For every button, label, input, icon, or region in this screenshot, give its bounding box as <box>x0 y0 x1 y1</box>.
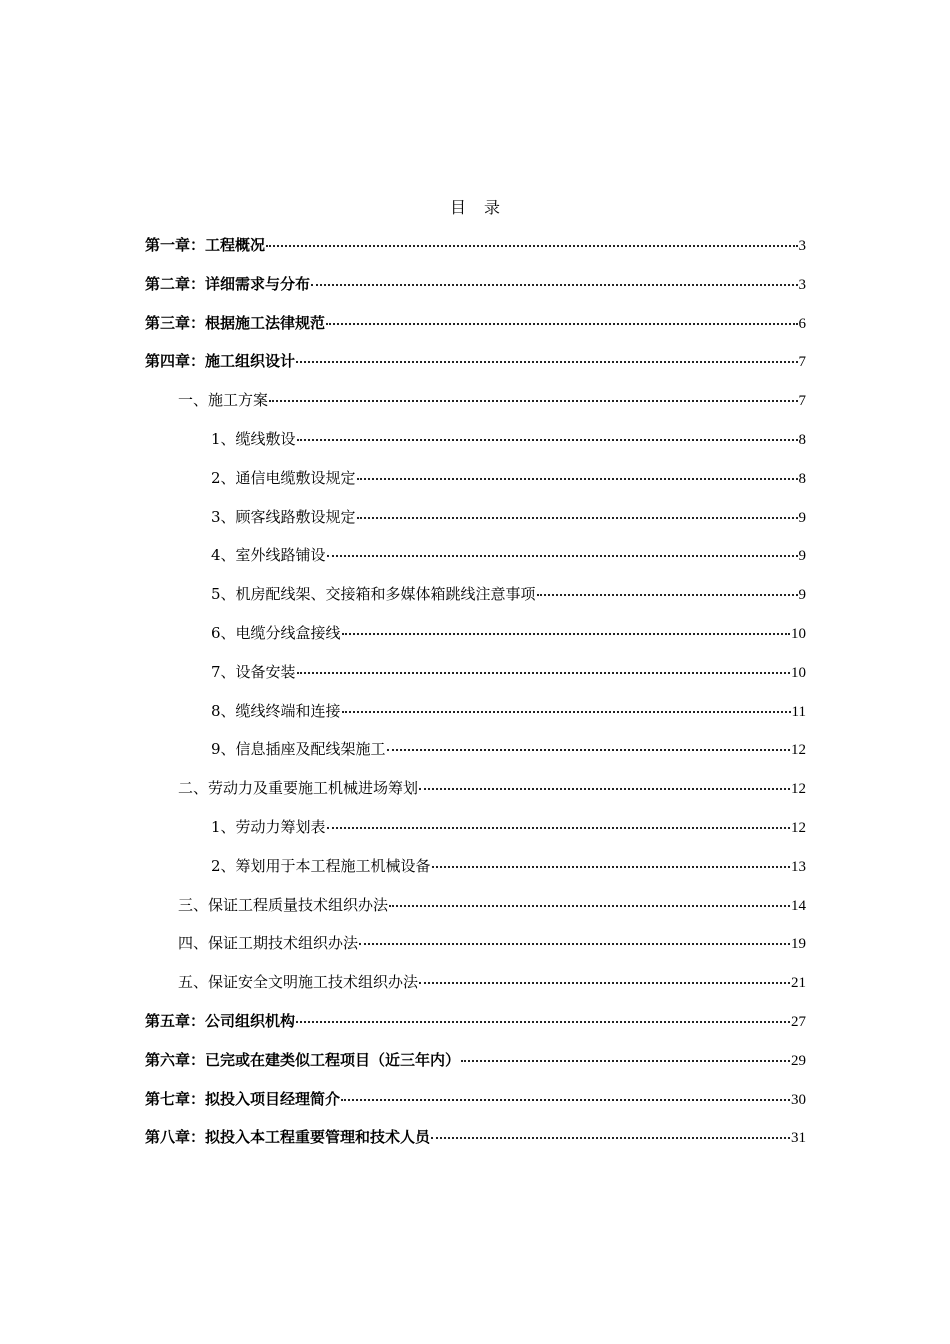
dot-leader <box>327 539 798 557</box>
toc-entry-page-number: 21 <box>791 975 806 992</box>
toc-entry-label: 1、缆线敷设 <box>211 429 296 448</box>
toc-entry-page-number: 11 <box>791 703 806 720</box>
toc-entry-page-number: 19 <box>791 936 806 953</box>
toc-entry[interactable] <box>145 465 806 504</box>
toc-entry-label: 1、劳动力筹划表 <box>211 817 326 836</box>
toc-entry[interactable] <box>145 930 806 969</box>
toc-entry[interactable] <box>145 504 806 543</box>
dot-leader <box>357 501 798 519</box>
dot-leader <box>342 695 791 713</box>
toc-entry[interactable] <box>145 387 806 426</box>
dot-leader <box>432 850 790 868</box>
toc-entry-page-number: 8 <box>798 431 806 448</box>
dot-leader <box>327 811 790 829</box>
toc-entry[interactable] <box>145 736 806 775</box>
dot-leader <box>341 1083 790 1101</box>
dot-leader <box>387 733 790 751</box>
toc-entry-label: 8、缆线终端和连接 <box>211 701 341 720</box>
toc-entry-label: 第三章：根据施工法律规范 <box>145 313 326 332</box>
toc-entry[interactable] <box>145 581 806 620</box>
toc-entry[interactable] <box>145 310 806 349</box>
toc-entry-page-number: 12 <box>791 819 806 836</box>
toc-entry-page-number: 29 <box>791 1052 806 1069</box>
toc-entry[interactable] <box>145 892 806 931</box>
toc-entry[interactable] <box>145 698 806 737</box>
toc-entry-page-number: 14 <box>791 897 806 914</box>
dot-leader <box>311 268 797 286</box>
toc-entry-label: 第六章：已完或在建类似工程项目（近三年内） <box>145 1050 461 1069</box>
toc-entry-label: 7、设备安装 <box>211 662 296 681</box>
toc-entry[interactable] <box>145 1124 806 1163</box>
dot-leader <box>297 423 798 441</box>
toc-entry-label: 9、信息插座及配线架施工 <box>211 740 386 759</box>
toc-entry-label: 第四章：施工组织设计 <box>145 352 296 371</box>
dot-leader <box>461 1044 790 1062</box>
dot-leader <box>266 229 797 247</box>
toc-entry-label: 三、保证工程质量技术组织办法 <box>178 895 389 914</box>
toc-entry-page-number: 9 <box>798 509 806 526</box>
toc-entry-page-number: 3 <box>798 276 806 293</box>
toc-entry[interactable] <box>145 271 806 310</box>
toc-entry-label: 第五章：公司组织机构 <box>145 1011 296 1030</box>
dot-leader <box>269 384 797 402</box>
dot-leader <box>296 1005 790 1023</box>
dot-leader <box>389 889 790 907</box>
toc-entry[interactable] <box>145 232 806 271</box>
toc-entry-page-number: 27 <box>791 1013 806 1030</box>
dot-leader <box>297 656 790 674</box>
dot-leader <box>431 1121 790 1139</box>
toc-entry-page-number: 12 <box>791 742 806 759</box>
toc-entry-label: 一、施工方案 <box>178 391 269 410</box>
toc-entry[interactable] <box>145 1047 806 1086</box>
toc-entry-label: 第一章：工程概况 <box>145 236 266 254</box>
toc-entry-label: 2、通信电缆敷设规定 <box>211 468 356 487</box>
toc-entry-page-number: 13 <box>791 858 806 875</box>
toc-entry-page-number: 3 <box>798 238 806 254</box>
toc-entry-label: 5、机房配线架、交接箱和多媒体箱跳线注意事项 <box>211 585 536 604</box>
toc-entry-label: 五、保证安全文明施工技术组织办法 <box>178 973 419 992</box>
dot-leader <box>359 927 790 945</box>
toc-entry[interactable] <box>145 814 806 853</box>
toc-entry[interactable] <box>145 659 806 698</box>
toc-entry-page-number: 12 <box>791 781 806 798</box>
toc-entry-page-number: 30 <box>791 1091 806 1108</box>
toc-entry-label: 4、室外线路铺设 <box>211 546 326 565</box>
toc-entry[interactable] <box>145 775 806 814</box>
table-of-contents <box>145 232 806 1163</box>
toc-entry-page-number: 7 <box>798 354 806 371</box>
toc-entry-page-number: 10 <box>791 625 806 642</box>
toc-entry[interactable] <box>145 348 806 387</box>
toc-entry-label: 二、劳动力及重要施工机械进场筹划 <box>178 779 419 798</box>
toc-entry[interactable] <box>145 1086 806 1125</box>
toc-entry-page-number: 10 <box>791 664 806 681</box>
dot-leader <box>357 462 798 480</box>
toc-entry[interactable] <box>145 1008 806 1047</box>
dot-leader <box>342 617 790 635</box>
toc-entry-page-number: 31 <box>791 1130 806 1147</box>
toc-entry[interactable] <box>145 542 806 581</box>
toc-entry-label: 2、筹划用于本工程施工机械设备 <box>211 856 431 875</box>
toc-entry-page-number: 9 <box>798 548 806 565</box>
toc-entry-label: 第七章：拟投入项目经理简介 <box>145 1089 341 1108</box>
toc-entry-label: 第二章：详细需求与分布 <box>145 274 311 293</box>
toc-entry[interactable] <box>145 853 806 892</box>
toc-entry-label: 6、电缆分线盒接线 <box>211 623 341 642</box>
toc-entry-page-number: 8 <box>798 470 806 487</box>
toc-entry-label: 四、保证工期技术组织办法 <box>178 934 359 953</box>
dot-leader <box>537 578 798 596</box>
toc-entry[interactable] <box>145 426 806 465</box>
dot-leader <box>419 966 790 984</box>
toc-title: 目录 <box>449 198 518 217</box>
toc-entry[interactable] <box>145 969 806 1008</box>
dot-leader <box>326 307 797 325</box>
dot-leader <box>419 772 790 790</box>
toc-entry-page-number: 7 <box>798 393 806 410</box>
toc-entry-page-number: 6 <box>798 315 806 332</box>
toc-entry-label: 第八章：拟投入本工程重要管理和技术人员 <box>145 1128 431 1147</box>
toc-entry-page-number: 9 <box>798 587 806 604</box>
toc-entry-label: 3、顾客线路敷设规定 <box>211 507 356 526</box>
dot-leader <box>296 345 797 363</box>
toc-entry[interactable] <box>145 620 806 659</box>
